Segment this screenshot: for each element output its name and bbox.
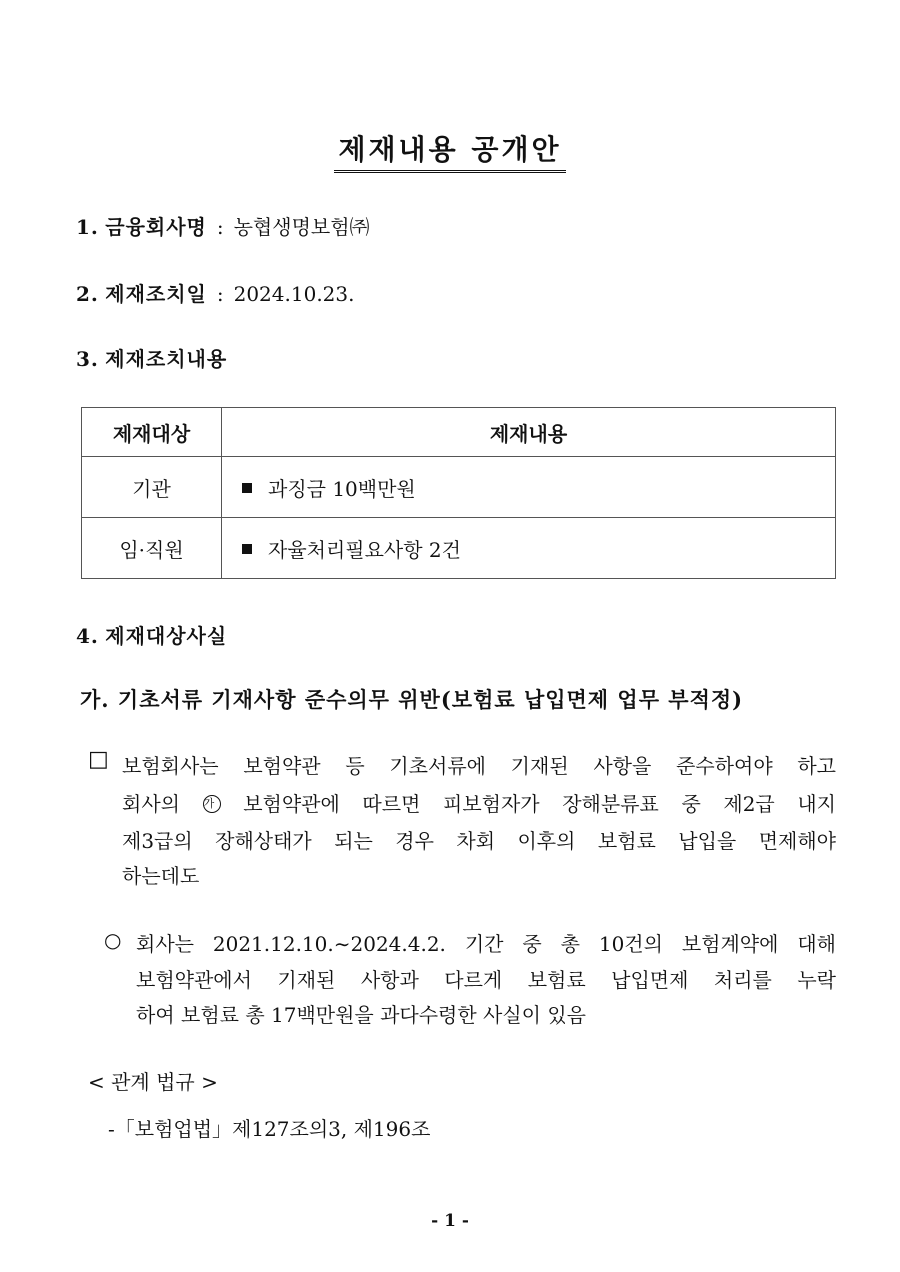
- law-heading: < 관계 법규 >: [88, 1070, 218, 1094]
- table-row: [82, 457, 836, 518]
- circled-ga-mark: 가: [203, 795, 221, 813]
- section-3: [76, 343, 227, 372]
- section-2-label: 제재조치일: [105, 282, 207, 306]
- section-4-label: 제재대상사실: [105, 624, 228, 648]
- company-name: 농협생명보험㈜: [233, 215, 370, 239]
- section-2-number: 2.: [76, 282, 99, 306]
- page-title: [0, 128, 900, 173]
- section-4-number: 4.: [76, 624, 99, 648]
- table-cell-content: [222, 518, 836, 579]
- separator: :: [216, 215, 224, 239]
- table-header-content: 제재내용: [222, 408, 836, 457]
- square-bullet-icon: [242, 544, 252, 554]
- table-header-row: [82, 408, 836, 457]
- table-cell-content-text: 자율처리필요사항 2건: [268, 537, 461, 562]
- box-para-line-4: 하는데도: [122, 864, 200, 888]
- section-1: [76, 211, 370, 240]
- section-3-number: 3.: [76, 347, 99, 371]
- sanction-table: [81, 407, 836, 579]
- table-cell-target: 기관: [82, 457, 222, 518]
- section-1-number: 1.: [76, 215, 99, 239]
- table-cell-content-text: 과징금 10백만원: [268, 476, 416, 501]
- sanction-date: 2024.10.23.: [233, 282, 355, 306]
- separator: :: [216, 282, 224, 306]
- box-para-line-2-start: 회사의: [122, 792, 180, 816]
- subsection-title: 가. 기초서류 기재사항 준수의무 위반(보험료 납입면제 업무 부적정): [80, 687, 744, 712]
- box-para-line-1: 보험회사는 보험약관 등 기초서류에 기재된 사항을 준수하여야 하고: [122, 754, 836, 778]
- section-4: [76, 620, 227, 649]
- circle-marker: ○: [104, 928, 122, 952]
- section-1-label: 금융회사명: [105, 215, 207, 239]
- square-bullet-icon: [242, 483, 252, 493]
- table-row: [82, 518, 836, 579]
- box-para-line-2: [122, 788, 836, 817]
- page-number: - 1 -: [431, 1211, 469, 1231]
- table-cell-target: 임·직원: [82, 518, 222, 579]
- law-item: -「보험업법」제127조의3, 제196조: [108, 1117, 431, 1141]
- box-para-line-3: 제3급의 장해상태가 되는 경우 차회 이후의 보험료 납입을 면제해야: [122, 829, 836, 853]
- circle-para-line-2: 보험약관에서 기재된 사항과 다르게 보험료 납입면제 처리를 누락: [136, 968, 836, 992]
- circle-para-line-1: 회사는 2021.12.10.∼2024.4.2. 기간 중 총 10건의 보험계약에 대해: [136, 932, 836, 956]
- table-cell-content: [222, 457, 836, 518]
- page-title-text: 제재내용 공개안: [334, 128, 565, 173]
- section-2: [76, 278, 354, 307]
- table-header-target: 제재대상: [82, 408, 222, 457]
- box-marker: □: [88, 747, 109, 772]
- circle-para-line-3: 하여 보험료 총 17백만원을 과다수령한 사실이 있음: [136, 1003, 586, 1027]
- section-3-label: 제재조치내용: [105, 347, 228, 371]
- box-para-line-2-rest: 보험약관에 따르면 피보험자가 장해분류표 중 제2급 내지: [243, 792, 837, 816]
